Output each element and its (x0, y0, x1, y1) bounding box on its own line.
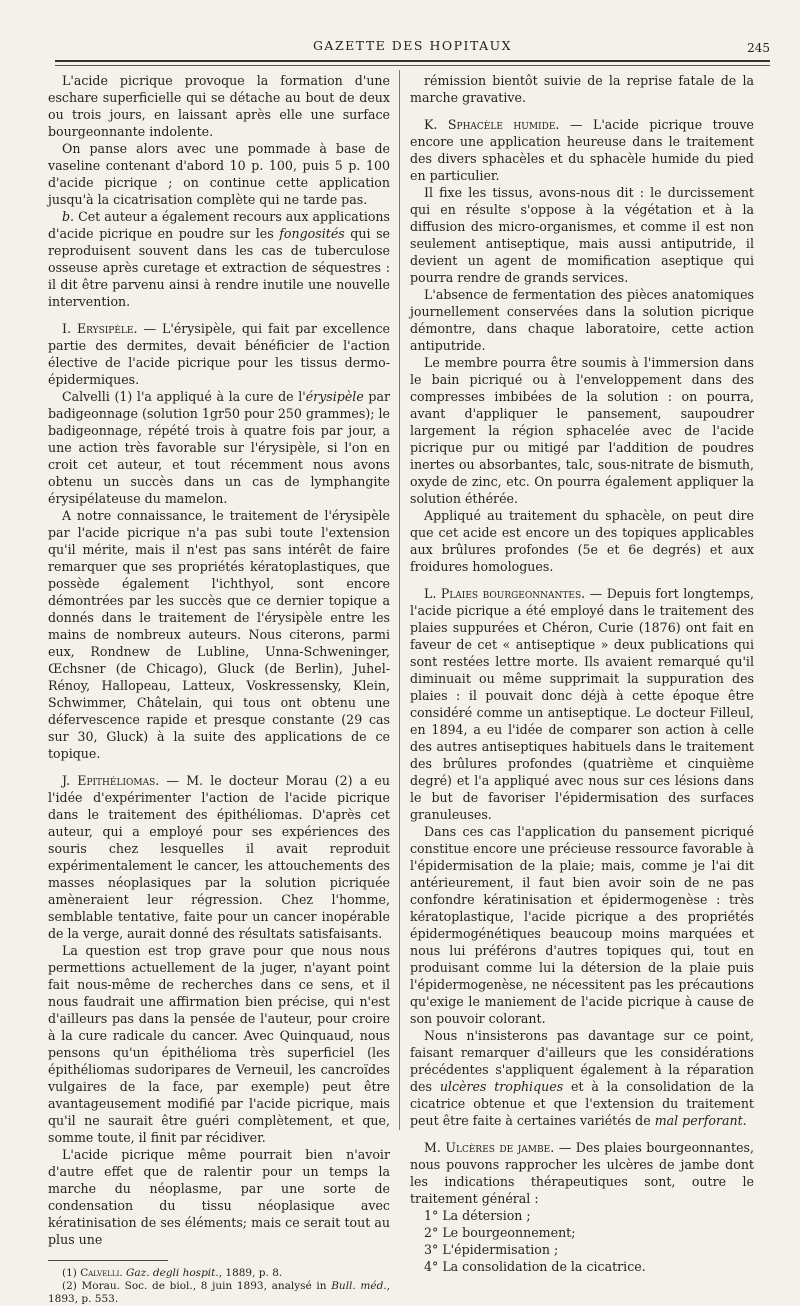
footnote: (2) Morau. Soc. de biol., 8 juin 1893, analysé in Bull. méd., 1893, p. 553. (48, 1280, 390, 1305)
list-item: 1° La détersion ; (424, 1208, 531, 1223)
header-rule (55, 60, 770, 62)
paragraph: A notre connaissance, le traitement de l'érysipèle par l'acide picrique n'a pas subi toute l'extension qu'il mérite, mais il n'est pas sans intérêt de faire remarquer que ses propriétés kératoplastiques, que possède également l'ichthyol, sont encore démontrées par les succès que ce dernier topique a donnés dans le traitement de l'érysipèle entre les mains de nombreux auteurs. Nous citerons, parmi eux, Rondnew de Lubline, Unna-Schweninger, Œchsner (de Chicago), Gluck (de Berlin), Juhel-Rénoy, Hallopeau, Latteux, Voskressensky, Klein, Schwimmer, Châtelain, qui tous ont obtenu une défervescence rapide et presque constante (29 cas sur 30, Gluck) à la suite des applications de ce topique. (48, 508, 390, 761)
section-heading: J. Epithéliomas. (62, 773, 160, 788)
paragraph: b. Cet auteur a également recours aux applications d'acide picrique en poudre sur les fongosités qui se reproduisent souvent dans les cas de tuberculose osseuse après curetage et extraction de séquestres : il dit être parvenu ainsi à rendre inutile une nouvelle intervention. (48, 209, 391, 309)
section-epitheliomas: J. Epithéliomas. — M. le docteur Morau (2) a eu l'idée d'expérimenter l'action de l'acide picrique dans le traitement des épithéliomas. D'après cet auteur, qui a employé pour ses expériences des souris chez lesquelles il avait reproduit expérimentalement le cancer, les attouchements des masses néoplasiques par la solution picriquée amèneraient leur régression. Chez l'homme, semblable tentative, faite pour un cancer inopérable de la verge, aurait donné des résultats satisfaisants. (48, 773, 390, 941)
item-letter: b. (62, 209, 75, 224)
paragraph: On panse alors avec une pommade à base de vaseline contenant d'abord 10 p. 100, puis 5 p. 100 d'acide picrique ; on continue cette application jusqu'à la cicatrisation complète qui ne tarde pas. (48, 141, 390, 207)
paragraph: L'acide picrique même pourrait bien n'avoir d'autre effet que de ralentir pour un temps la marche du néoplasme, par une sorte de condensation du tissu néoplasique avec kératinisation de ses éléments; mais ce serait tout au plus une (48, 1147, 390, 1247)
list-item: 2° Le bourgeonnement; (424, 1225, 576, 1240)
paragraph: La question est trop grave pour que nous nous permettions actuellement de la juger, n'ayant point fait nous-même de recherches dans ce sens, et il nous faudrait une affirmation bien précise, qui n'est d'ailleurs pas dans la pensée de l'auteur, pour croire à la cure radicale du cancer. Avec Quinquaud, nous pensons qu'un épithélioma très superficiel (les épithéliomas sudoripares de Verneuil, les cancroïdes vulgaires de la face, par exemple) peut être avantageusement modifié par l'acide picrique, mais qu'il ne saurait être guéri complètement, et que, somme toute, il finit par récidiver. (48, 943, 390, 1145)
journal-title: GAZETTE DES HOPITAUX (312, 38, 513, 53)
paragraph: Dans ces cas l'application du pansement picriqué constitue encore une précieuse ressource favorable à l'épidermisation de la plaie; mais, comme je l'ai dit antérieurement, il faut bien avoir soin de ne pas confondre kératinisation et épidermogenèse : très kératoplastique, l'acide picrique a des propriétés épidermogénétiques beaucoup moins marquées et nous lui préférons d'autres topiques qui, tout en produisant comme lui la détersion de la plaie puis l'épidermogenèse, ne nécessitent pas les précautions qu'exige le maniement de l'acide picrique à cause de son pouvoir colorant. (410, 824, 754, 1026)
indications-list (410, 1207, 754, 1275)
paragraph: Nous n'insisterons pas davantage sur ce point, faisant remarquer d'ailleurs que les considérations précédentes s'appliquent également à la réparation des ulcères trophiques et à la consolidation de la cicatrice obtenue et que l'extension du traitement peut être faite à certaines variétés de mal perforant. (410, 1028, 754, 1128)
section-heading: K. Sphacèle humide. (424, 117, 560, 132)
column-divider (399, 70, 400, 1130)
section-plaies: L. Plaies bourgeonnantes. — Depuis fort longtemps, l'acide picrique a été employé dans le traitement des plaies suppurées et Chéron, Curie (1876) ont fait en faveur de cet « antiseptique » deux publications qui sont restées lettre morte. Ils avaient remarqué qu'il diminuait ou même supprimait la suppuration des plaies : il pouvait donc déjà à cette époque être considéré comme un antiseptique. Le docteur Filleul, en 1894, a eu l'idée de comparer son action à celle des autres antiseptiques habituels dans le traitement des brûlures profondes (quatrième et cinquième degré) et l'a appliqué avec nous sur ces lésions dans le but de favoriser l'épidermisation des surfaces granuleuses. (410, 586, 754, 822)
paragraph: Appliqué au traitement du sphacèle, on peut dire que cet acide est encore un des topiques applicables aux brûlures profondes (5e et 6e degrés) et aux froidures homologues. (410, 508, 754, 574)
header-rule-thin (55, 65, 770, 66)
section-sphacele: K. Sphacèle humide. — L'acide picrique trouve encore une application heureuse dans le traitement des divers sphacèles et du sphacèle humide du pied en particulier. (410, 117, 754, 183)
right-column (410, 72, 754, 1275)
paragraph: L'acide picrique provoque la formation d'une eschare superficielle qui se détache au bout de deux ou trois jours, en laissant après elle une surface bourgeonnante indolente. (48, 73, 390, 139)
paragraph: Il fixe les tissus, avons-nous dit : le durcissement qui en résulte s'oppose à la végétation et à la diffusion des micro-organismes, et comme il est non seulement antiseptique, mais aussi antiputride, il devient un agent de momification aseptique qui pourra rendre de grands services. (410, 185, 754, 285)
footnote: (1) Calvelli. Gaz. degli hospit., 1889, p. 8. (62, 1267, 283, 1279)
section-heading: L. Plaies bourgeonnantes. (424, 586, 586, 601)
section-heading: M. Ulcères de jambe. (424, 1140, 555, 1155)
list-item: 3° L'épidermisation ; (424, 1242, 559, 1257)
section-heading: I. Erysipèle. (62, 321, 138, 336)
page-number: 245 (747, 41, 770, 55)
page-header (55, 38, 770, 60)
left-column (48, 72, 390, 1306)
list-item: 4° La consolidation de la cicatrice. (424, 1259, 646, 1274)
paragraph: Calvelli (1) l'a appliqué à la cure de l'érysipèle par badigeonnage (solution 1gr50 pour 250 grammes); le badigeonnage, répété trois à quatre fois par jour, a une action très favorable sur l'érysipèle, si l'on en croit cet auteur, et tout récemment nous avons obtenu un succès dans un cas de lymphangite érysipélateuse du mamelon. (48, 389, 391, 506)
paragraph: Le membre pourra être soumis à l'immersion dans le bain picriqué ou à l'enveloppement dans des compresses imbibées de la solution : on pourra, avant d'appliquer le pansement, saupoudrer largement la région sphacelée avec de l'acide picrique pur ou mitigé par l'addition de poudres inertes ou absorbantes, talc, sous-nitrate de bismuth, oxyde de zinc, etc. On pourra également appliquer la solution éthérée. (410, 355, 754, 506)
section-ulceres: M. Ulcères de jambe. — Des plaies bourgeonnantes, nous pouvons rapprocher les ulcères de jambe dont les indications thérapeutiques sont, outre le traitement général : (410, 1140, 755, 1206)
footnote-rule (48, 1260, 168, 1261)
paragraph: rémission bientôt suivie de la reprise fatale de la marche gravative. (410, 73, 754, 105)
paragraph: L'absence de fermentation des pièces anatomiques journellement conservées dans la solution picrique démontre, dans chaque laboratoire, cette action antiputride. (410, 287, 754, 353)
section-erysipele: I. Erysipèle. — L'érysipèle, qui fait par excellence partie des dermites, devait bénéficier de l'action élective de l'acide picrique pour les tissus dermo-épidermiques. (48, 321, 390, 387)
